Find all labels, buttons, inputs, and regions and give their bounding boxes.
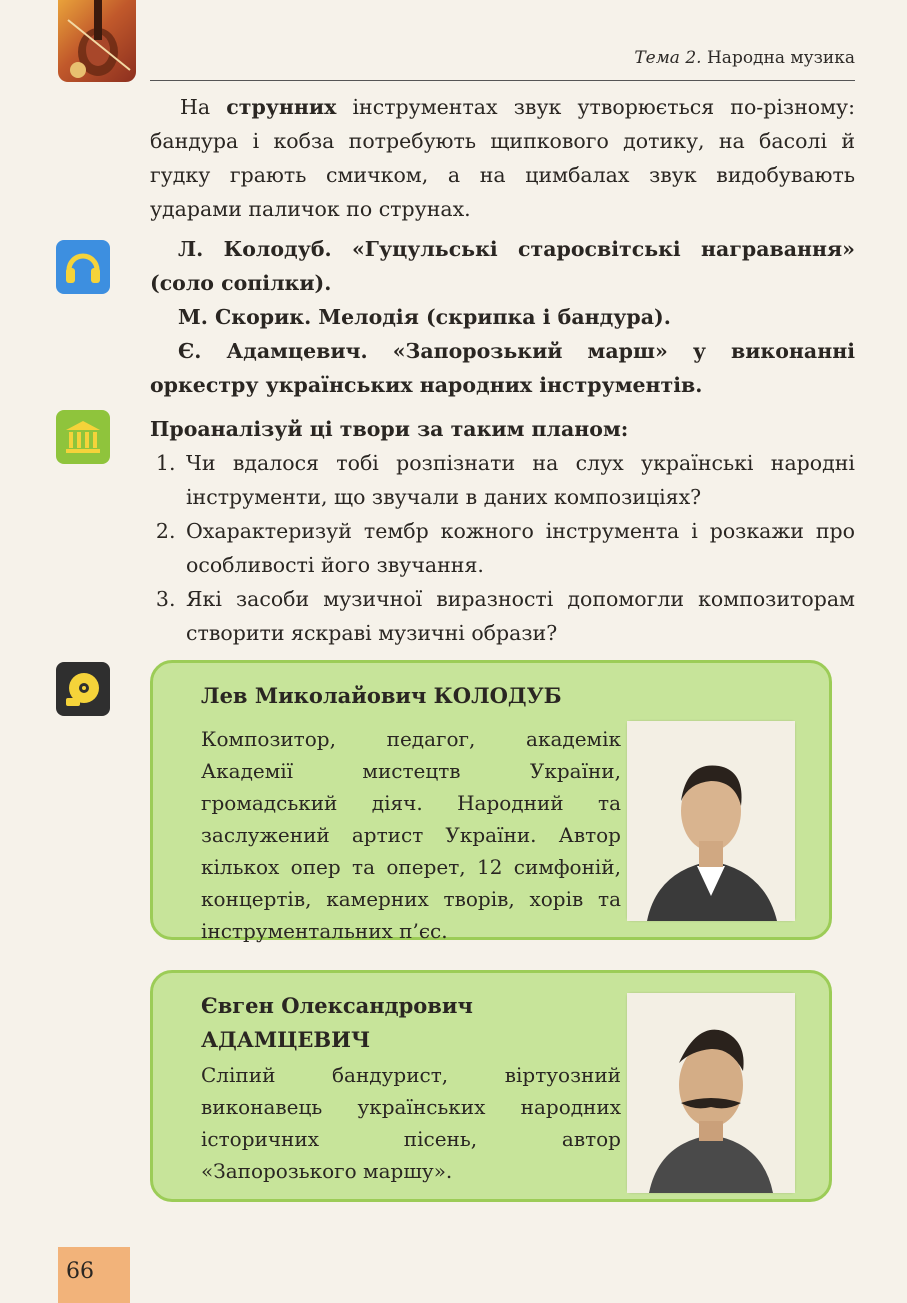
intro-lead: На <box>180 95 227 119</box>
biography-text: Сліпий бандурист, віртуозний виконавець українських народних історичних пісень, автор «Запорозького маршу». <box>201 1063 621 1183</box>
theme-label: Тема 2. <box>634 48 702 68</box>
listening-works <box>150 232 855 402</box>
intro-rest: інструментах звук утворюється по-різному: бандура і кобза потребують щипкового дотику, на басолі й гудку грають смичком, а на цимбалах звук видобувають ударами паличок по струнах. <box>150 95 855 221</box>
portrait-image <box>627 721 795 921</box>
listening-work-3: Є. Адамцевич. «Запорозький марш» у виконанні оркестру українських народних інструментів. <box>150 339 855 397</box>
chapter-header <box>634 48 855 68</box>
theme-title: Народна музика <box>706 48 855 68</box>
analysis-question: 3. Які засоби музичної виразності допомогли композиторам створити яскраві музичні образи? <box>182 582 855 650</box>
disc-icon <box>56 662 110 716</box>
analysis-section <box>150 412 855 650</box>
biography-name: Лев Миколайович КОЛОДУБ <box>201 683 562 708</box>
analysis-heading: Проаналізуй ці твори за таким планом: <box>150 417 629 441</box>
intro-bold-word: струнних <box>226 95 337 119</box>
analysis-question: 1. Чи вдалося тобі розпізнати на слух українські народні інструменти, що звучали в даних композиціях? <box>182 446 855 514</box>
biography-text: Композитор, педагог, академік Академії мистецтв України, громадський діяч. Народний та заслужений артист України. Автор кількох опер та оперет, 12 симфоній, концертів, камерних творів, хорів та інструментальних п’єс. <box>201 727 621 943</box>
museum-icon <box>56 410 110 464</box>
header-divider <box>150 80 855 81</box>
page-number: 66 <box>66 1259 94 1284</box>
analysis-question: 2. Охарактеризуй тембр кожного інструмента і розкажи про особливості його звучання. <box>182 514 855 582</box>
violin-corner-illustration <box>58 0 136 82</box>
portrait-image <box>627 993 795 1193</box>
biography-name: Євген Олександрович АДАМЦЕВИЧ <box>201 993 473 1052</box>
biography-card-adamtsevych <box>150 970 832 1202</box>
headphones-icon <box>56 240 110 294</box>
analysis-questions <box>150 446 855 650</box>
listening-work-1: Л. Колодуб. «Гуцульські старосвітські награвання» (соло сопілки). <box>150 237 855 295</box>
biography-card-kolodub <box>150 660 832 943</box>
listening-work-2: М. Скорик. Мелодія (скрипка і бандура). <box>178 305 671 329</box>
intro-paragraph <box>150 90 855 226</box>
